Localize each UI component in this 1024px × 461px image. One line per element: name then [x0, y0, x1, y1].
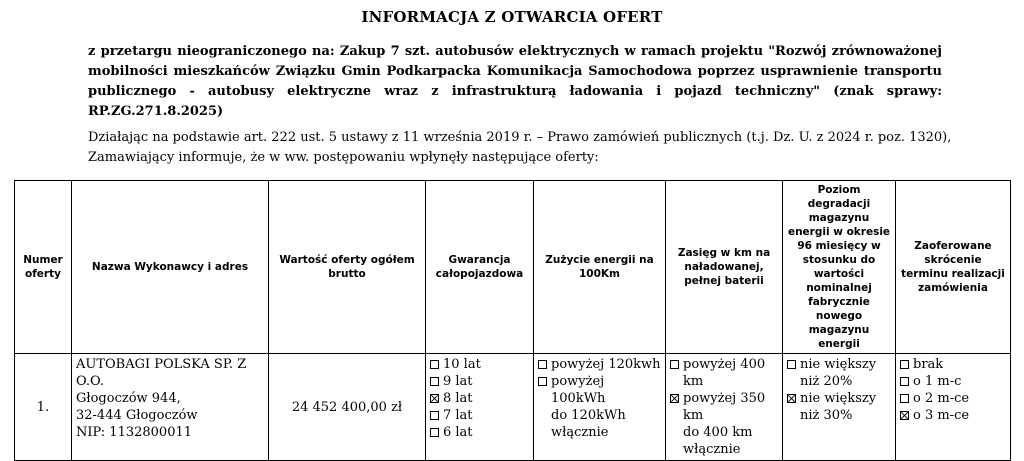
degradation-option — [787, 390, 891, 424]
header-name: Nazwa Wykonawcy i adres — [72, 181, 269, 354]
warranty-option-text: 10 lat — [443, 357, 481, 372]
checked-checkbox-icon[interactable] — [430, 394, 439, 403]
energy-option-text: powyżej 120kwh — [551, 357, 661, 372]
warranty-option-text: 9 lat — [443, 374, 473, 389]
degradation-cell — [783, 354, 896, 461]
energy-option-label — [551, 373, 661, 441]
range-option — [670, 390, 778, 458]
term-option — [900, 373, 1006, 390]
header-number: Numer oferty — [15, 181, 72, 354]
checkbox-icon[interactable] — [430, 377, 439, 386]
contractor-line: NIP: 1132800011 — [76, 425, 193, 440]
warranty-option-text: 6 lat — [443, 425, 473, 440]
term-option — [900, 390, 1006, 407]
checkbox-icon[interactable] — [430, 411, 439, 420]
degradation-option-continuation: niż 20% — [800, 374, 853, 389]
range-option-label — [683, 356, 778, 390]
term-option-text: o 1 m-c — [913, 374, 962, 389]
warranty-option-label — [443, 356, 529, 373]
energy-option-label — [551, 356, 661, 373]
degradation-option-continuation: niż 30% — [800, 408, 853, 423]
term-cell — [896, 354, 1011, 461]
offer-number: 1. — [15, 354, 72, 461]
term-option-text: o 2 m-ce — [913, 391, 970, 406]
term-option-text: brak — [913, 357, 944, 372]
checked-checkbox-icon[interactable] — [670, 394, 679, 403]
checkbox-icon[interactable] — [900, 394, 909, 403]
tender-description: z przetargu nieograniczonego na: Zakup 7 szt. autobusów elektrycznych w ramach projektu "Rozwój zrównoważonej mobilności mieszkańców Związku Gmin Podkarpacka Komunikacja Samochodowa poprzez usprawnienie transportu publicznego - autobusy elektryczne wraz z infrastrukturą ładowania i pojazd techniczny" (znak sprawy: RP.ZG.271.8.2025) — [88, 44, 942, 119]
range-option-text: powyżej 350 km — [683, 391, 766, 423]
checkbox-icon[interactable] — [538, 360, 547, 369]
range-option-continuation: do 400 km włącznie — [683, 425, 753, 457]
range-cell — [666, 354, 783, 461]
warranty-options — [430, 356, 529, 441]
degradation-option-label — [800, 356, 891, 390]
offers-table — [14, 180, 1011, 461]
warranty-option — [430, 373, 529, 390]
energy-option — [538, 373, 661, 441]
checkbox-icon[interactable] — [900, 377, 909, 386]
warranty-option — [430, 424, 529, 441]
range-option-label — [683, 390, 778, 458]
page-title: INFORMACJA Z OTWARCIA OFERT — [361, 8, 663, 26]
contractor-line: AUTOBAGI POLSKA SP. Z O.O. — [76, 357, 247, 389]
contractor-cell — [72, 354, 269, 461]
checkbox-icon[interactable] — [538, 377, 547, 386]
header-degradation: Poziom degradacji magazynu energii w okresie 96 miesięcy w stosunku do wartości nominalnej fabrycznie nowego magazynu energii — [783, 181, 896, 354]
header-price: Wartość oferty ogółem brutto — [269, 181, 426, 354]
term-options — [900, 356, 1006, 424]
header-warranty: Gwarancja całopojazdowa — [426, 181, 534, 354]
header-range: Zasięg w km na naładowanej, pełnej baterii — [666, 181, 783, 354]
legal-line: Działając na podstawie art. 222 ust. 5 ustawy z 11 września 2019 r. – Prawo zamówień publicznych (t.j. Dz. U. z 2024 r. poz. 1320), — [88, 130, 952, 145]
checkbox-icon[interactable] — [900, 360, 909, 369]
degradation-option-label — [800, 390, 891, 424]
contractor-line: 32-444 Głogoczów — [76, 408, 198, 423]
term-option-label — [913, 390, 1006, 407]
warranty-option-label — [443, 373, 529, 390]
warranty-option — [430, 390, 529, 407]
table-header-row — [15, 181, 1011, 354]
range-option-text: powyżej 400 km — [683, 357, 766, 389]
degradation-option — [787, 356, 891, 390]
energy-options — [538, 356, 661, 441]
term-option-label — [913, 356, 1006, 373]
offer-price: 24 452 400,00 zł — [269, 354, 426, 461]
checked-checkbox-icon[interactable] — [787, 394, 796, 403]
warranty-option — [430, 407, 529, 424]
warranty-option — [430, 356, 529, 373]
warranty-cell — [426, 354, 534, 461]
term-option — [900, 407, 1006, 424]
warranty-option-text: 8 lat — [443, 391, 473, 406]
warranty-option-label — [443, 424, 529, 441]
checkbox-icon[interactable] — [430, 428, 439, 437]
table-row — [15, 354, 1011, 461]
energy-option-text: powyżej 100kWh — [551, 374, 606, 406]
checkbox-icon[interactable] — [787, 360, 796, 369]
legal-notice — [88, 128, 968, 168]
header-term: Zaoferowane skrócenie terminu realizacji zamówienia — [896, 181, 1011, 354]
header-energy: Zużycie energii na 100Km — [534, 181, 666, 354]
energy-option — [538, 356, 661, 373]
range-option — [670, 356, 778, 390]
degradation-option-text: nie większy — [800, 357, 877, 372]
energy-option-continuation: do 120kWh włącznie — [551, 408, 626, 440]
range-options — [670, 356, 778, 458]
term-option — [900, 356, 1006, 373]
checkbox-icon[interactable] — [670, 360, 679, 369]
checkbox-icon[interactable] — [430, 360, 439, 369]
warranty-option-text: 7 lat — [443, 408, 473, 423]
degradation-option-text: nie większy — [800, 391, 877, 406]
energy-cell — [534, 354, 666, 461]
term-option-text: o 3 m-ce — [913, 408, 970, 423]
degradation-options — [787, 356, 891, 424]
contractor-line: Głogoczów 944, — [76, 391, 181, 406]
term-option-label — [913, 373, 1006, 390]
term-option-label — [913, 407, 1006, 424]
legal-line: Zamawiający informuje, że w ww. postępowaniu wpłynęły następujące oferty: — [88, 150, 599, 165]
warranty-option-label — [443, 407, 529, 424]
warranty-option-label — [443, 390, 529, 407]
checked-checkbox-icon[interactable] — [900, 411, 909, 420]
